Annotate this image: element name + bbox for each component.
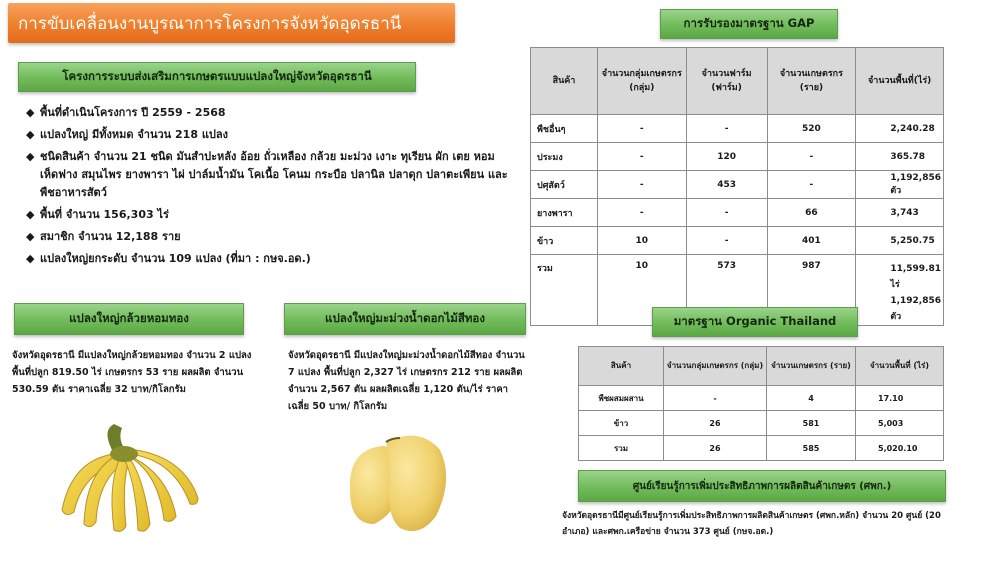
table-row-total: รวม 10 573 987 11,599.81 ไร่ 1,192,856 ตัว [531, 255, 944, 326]
column-header: จำนวนกลุ่มเกษตรกร (กลุ่ม) [597, 48, 686, 115]
list-item: ◆ แปลงใหญ่ยกระดับ จำนวน 109 แปลง (ที่มา : กษจ.อด.) [26, 250, 516, 268]
table-row-total: รวม 26 585 5,020.10 [579, 436, 944, 461]
mango-image [320, 420, 470, 538]
mango-header: แปลงใหญ่มะม่วงน้ำดอกไม้สีทอง [284, 303, 526, 335]
project-header: โครงการระบบส่งเสริมการเกษตรแบบแปลงใหญ่จังหวัดอุดรธานี [18, 62, 416, 92]
gap-header: การรับรองมาตรฐาน GAP [660, 9, 838, 39]
table-row: ข้าว 10 - 401 5,250.75 [531, 227, 944, 255]
organic-header: มาตรฐาน Organic Thailand [652, 307, 858, 337]
organic-table [578, 346, 944, 461]
page-title: การขับเคลื่อนงานบูรณาการโครงการจังหวัดอุดรธานี [18, 13, 402, 34]
page-title-banner [8, 3, 455, 43]
diamond-bullet-icon: ◆ [26, 230, 35, 243]
diamond-bullet-icon: ◆ [26, 150, 35, 163]
total-area-cell: 11,599.81 ไร่ 1,192,856 ตัว [856, 255, 944, 326]
table-row: ข้าว 26 581 5,003 [579, 411, 944, 436]
diamond-bullet-icon: ◆ [26, 106, 35, 119]
table-row: ปศุสัตว์ - 453 - 1,192,856 ตัว [531, 171, 944, 199]
column-header: จำนวนพื้นที่ (ไร่) [856, 347, 944, 386]
table-row: ประมง - 120 - 365.78 [531, 143, 944, 171]
list-item: ◆ สมาชิก จำนวน 12,188 ราย [26, 228, 516, 246]
gap-table [530, 47, 944, 326]
diamond-bullet-icon: ◆ [26, 208, 35, 221]
list-item: ◆ พื้นที่ จำนวน 156,303 ไร่ [26, 206, 516, 224]
column-header: จำนวนเกษตรกร (ราย) [767, 347, 856, 386]
banana-image [52, 420, 202, 538]
mango-description: จังหวัดอุดรธานี มีแปลงใหญ่มะม่วงน้ำดอกไม้สีทอง จำนวน 7 แปลง พื้นที่ปลูก 2,327 ไร่ เกษตรกร 212 ราย ผลผลิต จำนวน 2,567 ตัน ผลผลิตเฉลี่ย 1,120 ตัน/ไร่ ราคาเฉลี่ย 50 บาท/ กิโลกรัม [288, 350, 525, 412]
learning-center-description: จังหวัดอุดรธานีมีศูนย์เรียนรู้การเพิ่มประสิทธิภาพการผลิตสินค้าเกษตร (ศพก.หลัก) จำนวน 20 ศูนย์ (20 อำเภอ) และศพก.เครือข่าย จำนวน 373 ศูนย์ (กษจ.อด.) [562, 511, 941, 537]
table-row: พืชผสมผสาน - 4 17.10 [579, 386, 944, 411]
column-header: จำนวนเกษตรกร (ราย) [767, 48, 856, 115]
column-header: จำนวนฟาร์ม (ฟาร์ม) [686, 48, 767, 115]
list-item: ◆ พื้นที่ดำเนินโครงการ ปี 2559 - 2568 [26, 104, 516, 122]
column-header: สินค้า [531, 48, 598, 115]
list-item: ◆ แปลงใหญ่ มีทั้งหมด จำนวน 218 แปลง [26, 126, 516, 144]
diamond-bullet-icon: ◆ [26, 252, 35, 265]
column-header: จำนวนพื้นที่(ไร่) [856, 48, 944, 115]
learning-center-header: ศูนย์เรียนรู้การเพิ่มประสิทธิภาพการผลิตสินค้าเกษตร (ศพก.) [578, 470, 946, 502]
banana-description: จังหวัดอุดรธานี มีแปลงใหญ่กล้วยหอมทอง จำนวน 2 แปลง พื้นที่ปลูก 819.50 ไร่ เกษตรกร 53 ราย ผลผลิต จำนวน 530.59 ตัน ราคาเฉลี่ย 32 บาท/กิโลกรัม [12, 350, 252, 395]
table-header-row [531, 48, 944, 115]
column-header: จำนวนกลุ่มเกษตรกร (กลุ่ม) [664, 347, 767, 386]
table-row: ยางพารา - - 66 3,743 [531, 199, 944, 227]
banana-header: แปลงใหญ่กล้วยหอมทอง [14, 303, 244, 335]
project-bullet-list [26, 104, 516, 272]
table-row: พืชอื่นๆ - - 520 2,240.28 [531, 115, 944, 143]
table-header-row [579, 347, 944, 386]
column-header: สินค้า [579, 347, 664, 386]
list-item: ◆ ชนิดสินค้า จำนวน 21 ชนิด มันสำปะหลัง อ้อย ถั่วเหลือง กล้วย มะม่วง เงาะ ทุเรียน ผัก เตย หอม เห็ดฟาง สมุนไพร ยางพารา ไผ่ ปาล์มน้ำมัน โคเนื้อ โคนม กระบือ ปลานิล ปลาดุก ปลาตะเพียน และพืชอาหารสัตว์ [26, 150, 508, 199]
diamond-bullet-icon: ◆ [26, 128, 35, 141]
